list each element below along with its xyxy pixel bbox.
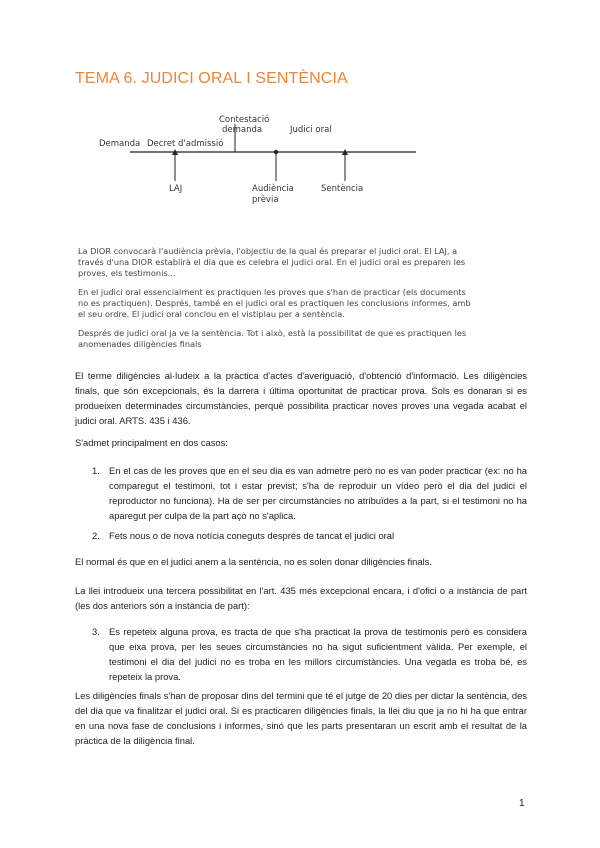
list-number: 1.	[92, 465, 100, 476]
paragraph-diligencies	[75, 368, 527, 428]
label-demanda-sub: demanda	[222, 125, 263, 135]
page-title: TEMA 6. JUDICI ORAL I SENTÈNCIA	[75, 70, 348, 87]
label-sentencia: Sentència	[321, 184, 364, 194]
dot-audiencia	[274, 150, 278, 154]
list-text: Es repeteix alguna prova, es tracta de que s'ha practicat la prova de testimonis però es considera que eixa prova, per les seues circumstàncies no ha sigut suficientment vàlida. Per exemple, el testimoni el dia del judici no es troba en les millors circumstàncies. Una vegada es troba bé, es repeteix la prova.	[109, 626, 527, 682]
scan-paragraph: En el judici oral essencialment es practiquen les proves que s'han de practicar (els documents no es practiquen). Després, també en el judici oral es practiquen les conclusions informes, amb el seu ordre. El judici oral conclou en el vistiplau per a sentència.	[78, 287, 471, 319]
list-number: 2.	[92, 530, 100, 541]
label-previa: prèvia	[252, 195, 279, 205]
scanned-text-block	[78, 246, 478, 358]
paragraph-text: El terme diligències al·ludeix a la pràctica d'actes d'averiguació, d'obtenció d'informació. Les diligències finals, que són excepcionals, és la darrera i última oportunitat de practicar prova. Sols es donaran si es produeixen determinades circumstàncies, perquè possibilita practicar noves proves una vegada acabat el judici oral. ARTS. 435 i 436.	[75, 370, 527, 426]
label-laj: LAJ	[169, 184, 183, 194]
paragraph-normal	[75, 554, 527, 569]
label-judici-oral: Judici oral	[290, 125, 332, 135]
paragraph-casos	[75, 435, 527, 450]
scan-paragraph: Després de judici oral ja ve la sentència. Tot i això, està la possibilitat de que es practiquen les anomenades diligències finals	[78, 328, 467, 349]
paragraph-tercera	[75, 583, 527, 613]
label-audiencia: Audiència	[252, 184, 294, 194]
paragraph-termini	[75, 688, 527, 748]
list-text: Fets nous o de nova notícia coneguts després de tancat el judici oral	[109, 530, 395, 541]
process-timeline-diagram	[80, 108, 440, 214]
paragraph-text: El normal és que en el judici anem a la sentència, no es solen donar diligències finals.	[75, 556, 432, 567]
label-demanda: Demanda	[99, 139, 141, 149]
list-text: En el cas de les proves que en el seu dia es van admetre però no es van poder practicar (ex: no ha comparegut el testimoni, tot i estar previst; s'ha de reproduir un vídeo però el dia del judici el reproductor no funciona). Ha de ser per circumstàncies no atribuïdes a la part, si el testimoni no ha aparegut per culpa de la part açò no s'aplica.	[109, 465, 527, 521]
paragraph-text: La llei introdueix una tercera possibilitat en l'art. 435 més excepcional encara, i d'ofici o a instància de part (les dos anteriors són a instància de part):	[75, 585, 527, 611]
list-item-3	[92, 624, 527, 684]
list-item-2	[92, 528, 527, 543]
label-contestacio: Contestació	[219, 115, 270, 125]
paragraph-text: S'admet principalment en dos casos:	[75, 437, 228, 448]
list-number: 3.	[92, 626, 100, 637]
paragraph-text: Les diligències finals s'han de proposar dins del termini que té el jutge de 20 dies per dictar la sentència, des del dia que va finalitzar el judici oral. Si es practicaren diligències finals, la llei diu que ja no hi ha que entrar en una nova fase de conclusions i informes, sinó que les parts presentaran un escrit amb el resultat de la pràctica de la diligència final.	[75, 690, 527, 746]
scan-paragraph: La DIOR convocarà l'audiència prèvia, l'objectiu de la qual és preparar el judici oral. El LAJ, a través d'una DIOR establirà el dia que es celebra el judici oral. En el judici oral es preparen les proves, els testimonis...	[78, 246, 466, 278]
label-decret: Decret d'admissió	[147, 139, 224, 149]
list-item-1	[92, 463, 527, 523]
page-number: 1	[519, 798, 525, 809]
